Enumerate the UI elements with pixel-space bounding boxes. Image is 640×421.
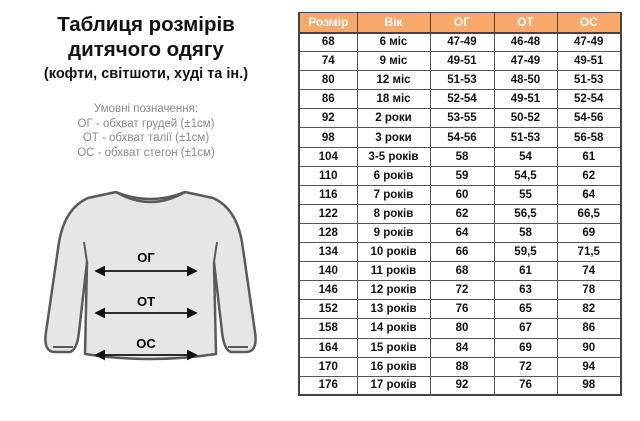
waist-cell: 72 — [494, 357, 557, 376]
waist-cell: 54,5 — [494, 166, 557, 185]
chest-cell: 59 — [430, 166, 494, 185]
hips-cell: 71,5 — [557, 243, 621, 262]
age-cell: 8 років — [357, 204, 430, 223]
chest-cell: 51-53 — [430, 71, 494, 90]
age-cell: 3-5 років — [357, 147, 430, 166]
size-cell: 116 — [299, 185, 357, 204]
waist-cell: 61 — [494, 262, 557, 281]
table-row — [299, 243, 621, 262]
chest-cell: 80 — [430, 319, 494, 338]
age-cell: 9 років — [357, 223, 430, 242]
table-header-row — [299, 13, 621, 33]
waist-cell: 51-53 — [494, 128, 557, 147]
size-cell: 122 — [299, 204, 357, 223]
size-cell: 92 — [299, 109, 357, 128]
waist-cell: 65 — [494, 300, 557, 319]
age-cell: 7 років — [357, 185, 430, 204]
waist-cell: 59,5 — [494, 243, 557, 262]
table-row — [299, 376, 621, 395]
table-row — [299, 338, 621, 357]
chest-cell: 62 — [430, 204, 494, 223]
waist-cell: 48-50 — [494, 71, 557, 90]
hips-cell: 74 — [557, 262, 621, 281]
size-cell: 170 — [299, 357, 357, 376]
chest-cell: 88 — [430, 357, 494, 376]
title-block — [0, 12, 292, 83]
hips-cell: 82 — [557, 300, 621, 319]
size-table — [298, 12, 622, 396]
size-cell: 176 — [299, 376, 357, 395]
waist-label: ОТ — [136, 294, 156, 309]
age-cell: 13 років — [357, 300, 430, 319]
hips-cell: 56-58 — [557, 128, 621, 147]
waist-cell: 69 — [494, 338, 557, 357]
age-cell: 15 років — [357, 338, 430, 357]
sweatshirt-icon — [45, 192, 255, 359]
chest-cell: 84 — [430, 338, 494, 357]
age-cell: 6 років — [357, 166, 430, 185]
size-cell: 152 — [299, 300, 357, 319]
hips-label: ОС — [136, 336, 156, 351]
size-cell: 158 — [299, 319, 357, 338]
age-cell: 12 років — [357, 281, 430, 300]
waist-cell: 55 — [494, 185, 557, 204]
age-cell: 9 міс — [357, 52, 430, 71]
table-row — [299, 33, 621, 52]
table-row — [299, 166, 621, 185]
size-cell: 164 — [299, 338, 357, 357]
hips-cell: 64 — [557, 185, 621, 204]
age-cell: 2 роки — [357, 109, 430, 128]
hips-cell: 47-49 — [557, 33, 621, 52]
waist-cell: 76 — [494, 376, 557, 395]
size-cell: 74 — [299, 52, 357, 71]
hips-cell: 90 — [557, 338, 621, 357]
hips-cell: 61 — [557, 147, 621, 166]
hips-cell: 69 — [557, 223, 621, 242]
hips-cell: 51-53 — [557, 71, 621, 90]
waist-cell: 46-48 — [494, 33, 557, 52]
legend-item-waist: ОТ - обхват талії (±1см) — [82, 132, 210, 144]
chest-cell: 49-51 — [430, 52, 494, 71]
hips-cell: 52-54 — [557, 90, 621, 109]
page-subtitle: (кофти, світшоти, худі та ін.) — [43, 66, 249, 82]
waist-cell: 67 — [494, 319, 557, 338]
size-cell: 68 — [299, 33, 357, 52]
table-row — [299, 71, 621, 90]
page-title-line1: Таблиця розмірів — [57, 13, 235, 36]
header-chest: ОГ — [430, 13, 494, 33]
age-cell: 18 міс — [357, 90, 430, 109]
size-cell: 110 — [299, 166, 357, 185]
chest-cell: 76 — [430, 300, 494, 319]
table-row — [299, 204, 621, 223]
legend — [0, 102, 292, 160]
size-cell: 86 — [299, 90, 357, 109]
table-row — [299, 52, 621, 71]
chest-cell: 68 — [430, 262, 494, 281]
table-row — [299, 319, 621, 338]
table-row — [299, 281, 621, 300]
age-cell: 16 років — [357, 357, 430, 376]
page-title-line2: дитячого одягу — [68, 38, 224, 61]
chest-cell: 54-56 — [430, 128, 494, 147]
size-cell: 140 — [299, 262, 357, 281]
chest-cell: 53-55 — [430, 109, 494, 128]
header-age: Вік — [357, 13, 430, 33]
chest-label: ОГ — [137, 250, 155, 265]
age-cell: 10 років — [357, 243, 430, 262]
hips-cell: 94 — [557, 357, 621, 376]
waist-cell: 50-52 — [494, 109, 557, 128]
table-row — [299, 300, 621, 319]
age-cell: 6 міс — [357, 33, 430, 52]
hips-cell: 78 — [557, 281, 621, 300]
chest-cell: 72 — [430, 281, 494, 300]
waist-cell: 56,5 — [494, 204, 557, 223]
chest-cell: 47-49 — [430, 33, 494, 52]
legend-item-chest: ОГ - обхват грудей (±1см) — [77, 117, 215, 130]
table-row — [299, 147, 621, 166]
header-waist: ОТ — [494, 13, 557, 33]
hips-cell: 86 — [557, 319, 621, 338]
table-row — [299, 223, 621, 242]
age-cell: 11 років — [357, 262, 430, 281]
sweatshirt-diagram — [38, 182, 263, 372]
size-cell: 146 — [299, 281, 357, 300]
hips-cell: 54-56 — [557, 109, 621, 128]
waist-cell: 54 — [494, 147, 557, 166]
waist-cell: 49-51 — [494, 90, 557, 109]
legend-item-hips: ОС - обхват стегон (±1см) — [77, 146, 215, 159]
chest-cell: 60 — [430, 185, 494, 204]
table-row — [299, 185, 621, 204]
size-cell: 98 — [299, 128, 357, 147]
size-cell: 80 — [299, 71, 357, 90]
size-cell: 128 — [299, 223, 357, 242]
hips-cell: 62 — [557, 166, 621, 185]
age-cell: 3 роки — [357, 128, 430, 147]
hips-cell: 49-51 — [557, 52, 621, 71]
legend-heading: Умовні позначення: — [93, 103, 199, 115]
size-cell: 134 — [299, 243, 357, 262]
hips-cell: 98 — [557, 376, 621, 395]
table-body — [299, 33, 621, 396]
table-row — [299, 128, 621, 147]
waist-cell: 58 — [494, 223, 557, 242]
chest-cell: 66 — [430, 243, 494, 262]
chest-cell: 58 — [430, 147, 494, 166]
table-row — [299, 262, 621, 281]
header-size: Розмір — [299, 13, 357, 33]
table-row — [299, 109, 621, 128]
hips-cell: 66,5 — [557, 204, 621, 223]
age-cell: 14 років — [357, 319, 430, 338]
table-row — [299, 357, 621, 376]
chest-cell: 64 — [430, 223, 494, 242]
chest-cell: 52-54 — [430, 90, 494, 109]
age-cell: 17 років — [357, 376, 430, 395]
size-cell: 104 — [299, 147, 357, 166]
waist-cell: 63 — [494, 281, 557, 300]
waist-cell: 47-49 — [494, 52, 557, 71]
age-cell: 12 міс — [357, 71, 430, 90]
chest-cell: 92 — [430, 376, 494, 395]
header-hips: ОС — [557, 13, 621, 33]
table-row — [299, 90, 621, 109]
